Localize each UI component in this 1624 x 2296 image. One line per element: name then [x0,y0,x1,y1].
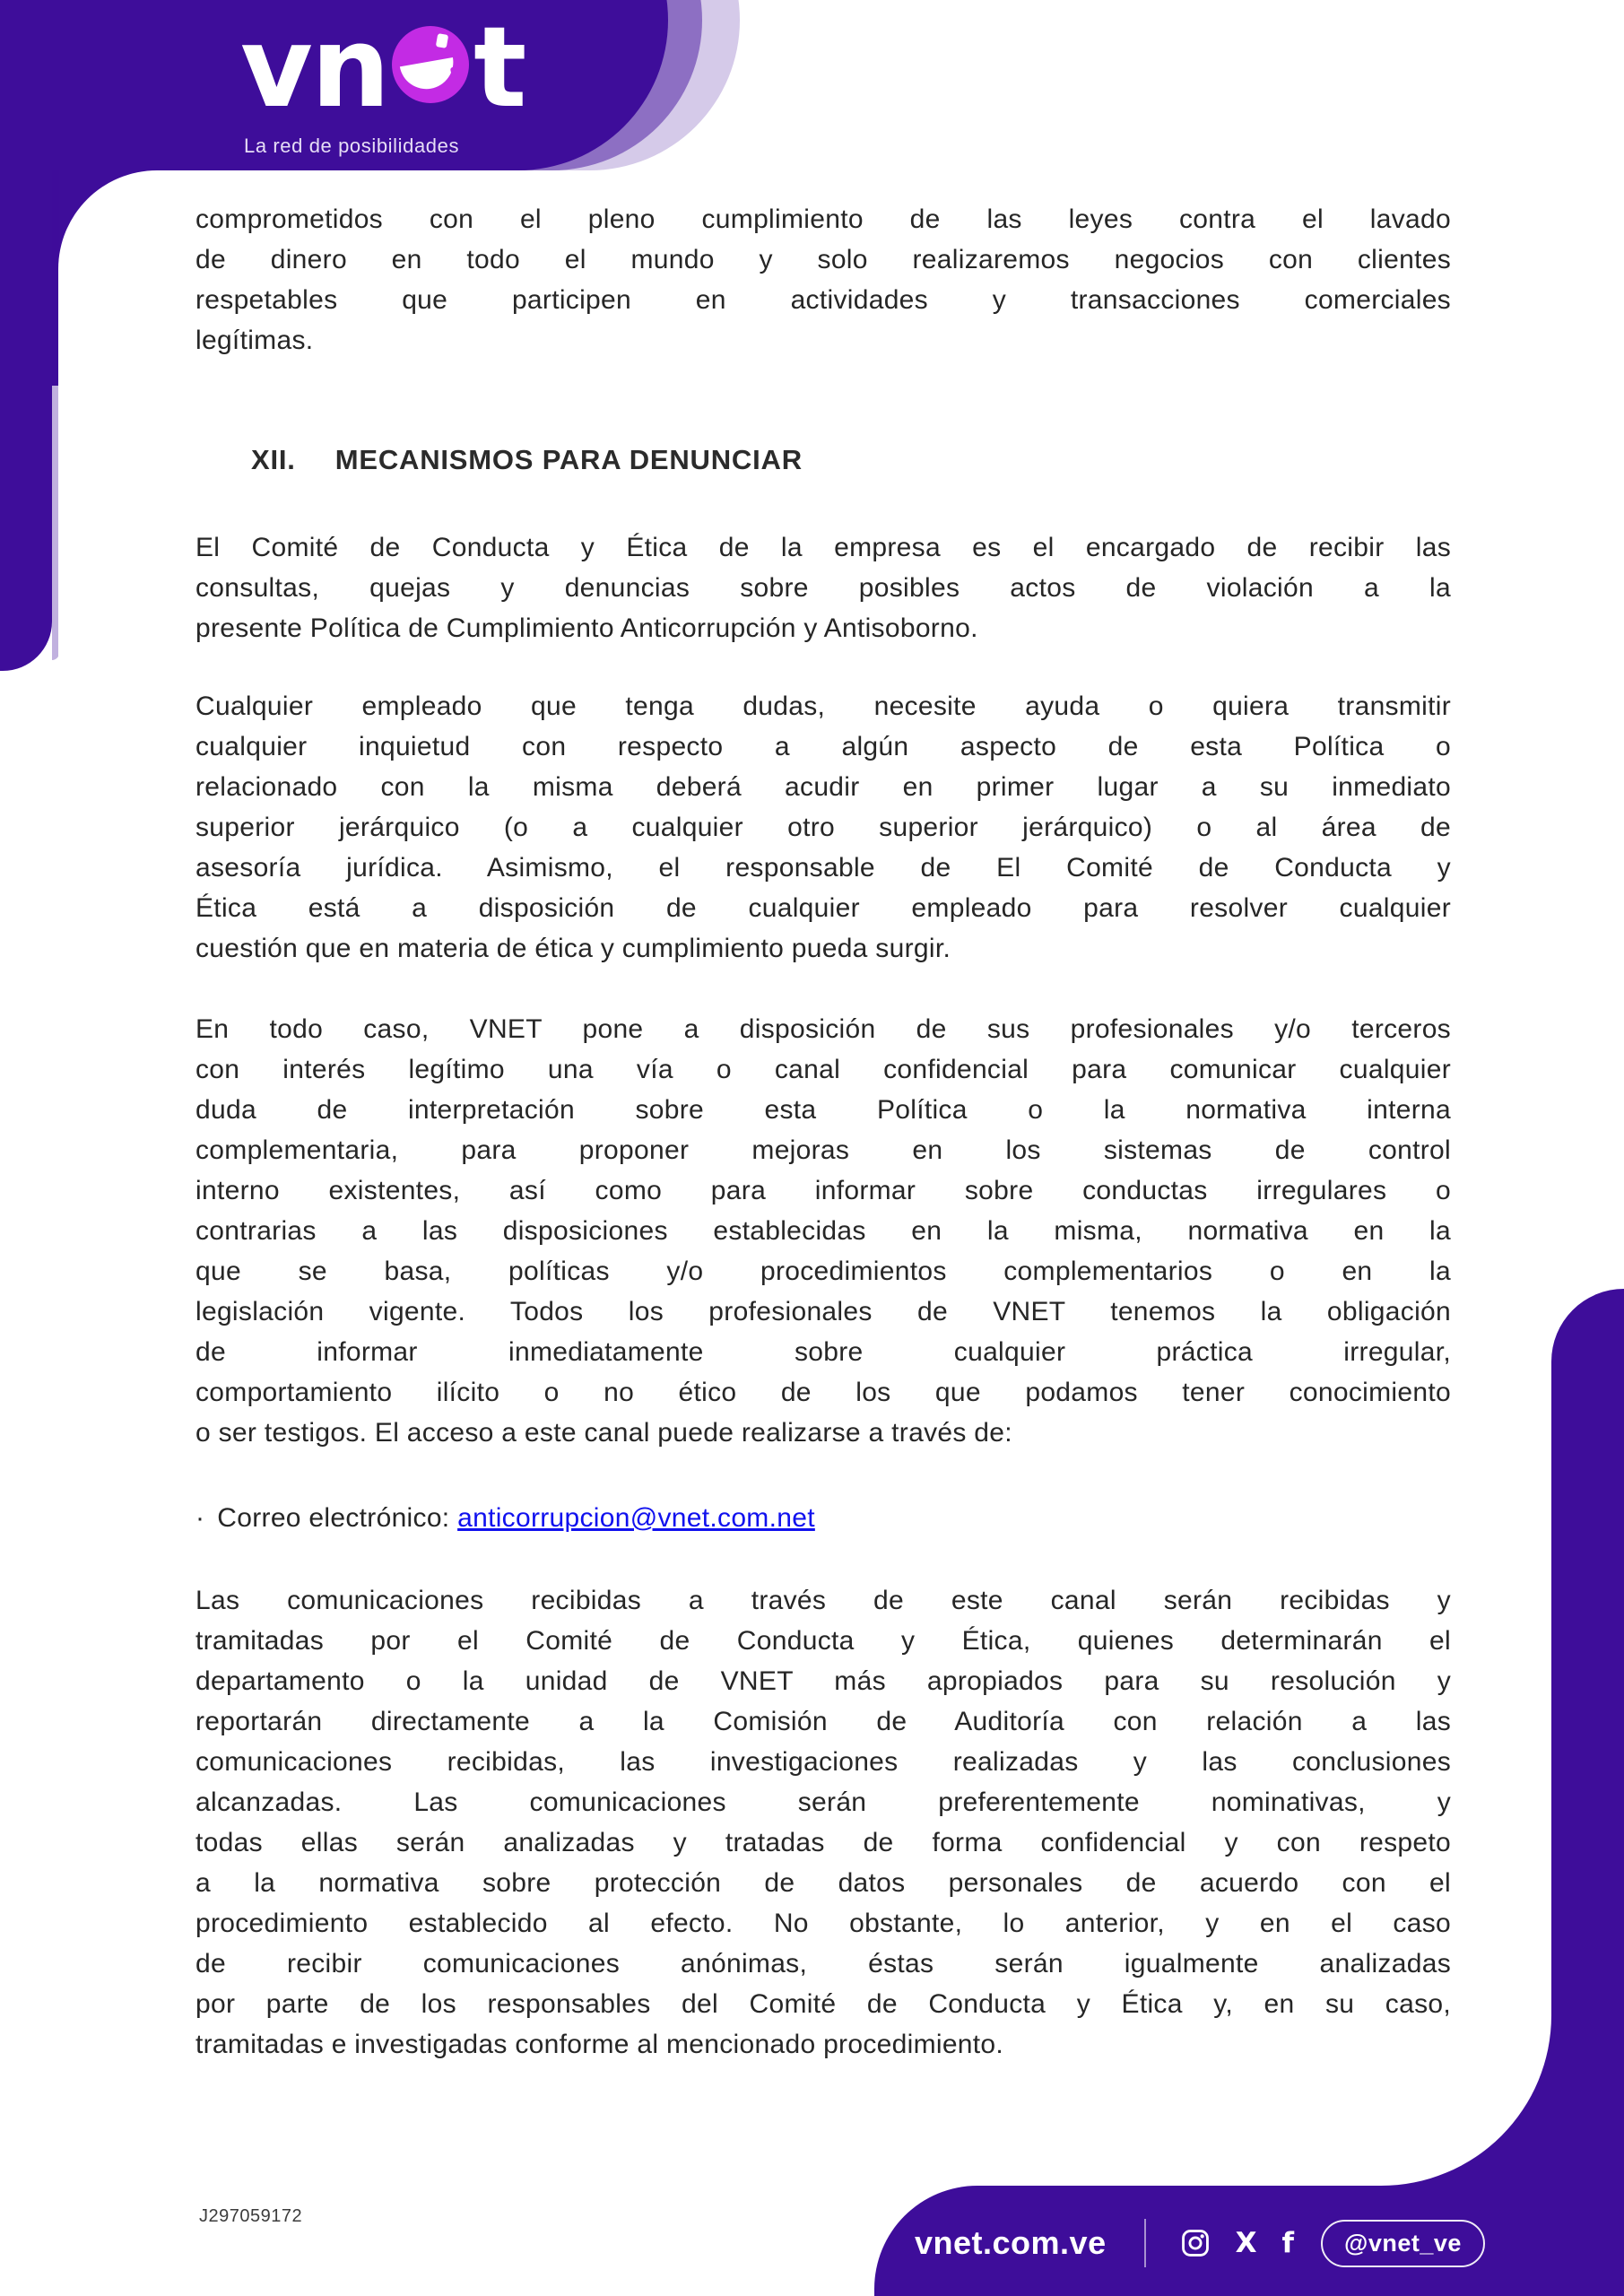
text-line: comprometidos con el pleno cumplimiento de las leyes contra el lavado [195,204,1451,234]
text-line: respetables que participen en actividades y transacciones comerciales [195,285,1451,315]
text-line: Ética está a disposición de cualquier empleado para resolver cualquier [195,893,1451,923]
text-line: reportarán directamente a la Comisión de Auditoría con relación a las [195,1707,1451,1736]
paragraph-comite [195,527,1451,648]
vnet-logo [240,4,525,133]
smiley-smile-icon [400,57,457,93]
text-line: con interés legítimo una vía o canal confidencial para comunicar cualquier [195,1055,1451,1084]
text-line: legítimas. [195,326,314,355]
text-line: por parte de los responsables del Comité de Conducta y Ética y, en su caso, [195,1989,1451,2019]
paragraph-comunicaciones [195,1580,1451,2065]
text-line: tramitadas por el Comité de Conducta y Ética, quienes determinarán el [195,1626,1451,1656]
text-line: complementaria, para proponer mejoras en los sistemas de control [195,1135,1451,1165]
text-line: consultas, quejas y denuncias sobre posibles actos de violación a la [195,573,1451,603]
footer-divider [1144,2219,1146,2267]
text-line: procedimiento establecido al efecto. No obstante, lo anterior, y en el caso [195,1909,1451,1938]
text-line: relacionado con la misma deberá acudir en primer lugar a su inmediato [195,772,1451,802]
brand-tagline: La red de posibilidades [244,135,460,157]
x-twitter-icon: X [1235,2227,1257,2259]
text-line: de recibir comunicaciones anónimas, éstas serán igualmente analizadas [195,1949,1451,1979]
text-line: que se basa, políticas y/o procedimientos complementarios o en la [195,1257,1451,1286]
smiley-tongue-icon [450,65,464,79]
text-line: contrarias a las disposiciones establecidas en la misma, normativa en la [195,1216,1451,1246]
email-label: Correo electrónico: [217,1503,458,1533]
text-line: Cualquier empleado que tenga dudas, necesite ayuda o quiera transmitir [195,691,1451,721]
text-line: cualquier inquietud con respecto a algún aspecto de esta Política o [195,732,1451,761]
text-line: cuestión que en materia de ética y cumplimiento pueda surgir. [195,934,951,963]
text-line: comportamiento ilícito o no ético de los que podamos tener conocimiento [195,1378,1451,1407]
document-code: J297059172 [199,2206,303,2226]
text-line: alcanzadas. Las comunicaciones serán preferentemente nominativas, y [195,1787,1451,1817]
bullet-marker: · [195,1503,205,1533]
logo-text-t: t [473,4,525,133]
smiley-eye-icon [436,34,448,49]
text-line: superior jerárquico (o a cualquier otro superior jerárquico) o al área de [195,813,1451,842]
text-line: En todo caso, VNET pone a disposición de sus profesionales y/o terceros [195,1014,1451,1044]
text-line: interno existentes, así como para informar sobre conductas irregulares o [195,1176,1451,1205]
anticorruption-email-link[interactable]: anticorrupcion@vnet.com.net [457,1503,815,1533]
instagram-icon [1180,2228,1211,2258]
text-line: de informar inmediatamente sobre cualquier práctica irregular, [195,1337,1451,1367]
logo-text-vn: vn [240,4,389,133]
paragraph-cualquier [195,686,1451,969]
paragraph-entodo [195,1009,1451,1453]
text-line: legislación vigente. Todos los profesionales de VNET tenemos la obligación [195,1297,1451,1326]
section-title: MECANISMOS PARA DENUNCIAR [334,444,803,475]
text-line: presente Política de Cumplimiento Anticorrupción y Antisoborno. [195,613,978,643]
facebook-icon: f [1281,2227,1294,2259]
text-line: a la normativa sobre protección de datos personales de acuerdo con el [195,1868,1451,1898]
footer [915,2208,1485,2278]
text-line: duda de interpretación sobre esta Política o la normativa interna [195,1095,1451,1125]
social-handle-badge: @vnet_ve [1321,2220,1485,2267]
section-number: XII. [251,444,296,475]
text-line: o ser testigos. El acceso a este canal puede realizarse a través de: [195,1418,1012,1448]
text-line: departamento o la unidad de VNET más apropiados para su resolución y [195,1666,1451,1696]
website-text: vnet.com.ve [915,2224,1107,2261]
text-line: de dinero en todo el mundo y solo realizaremos negocios con clientes [195,245,1451,274]
text-line: tramitadas e investigadas conforme al mencionado procedimiento. [195,2030,1004,2059]
text-line: asesoría jurídica. Asimismo, el responsable de El Comité de Conducta y [195,853,1451,883]
section-heading [251,444,803,476]
text-line: El Comité de Conducta y Ética de la empresa es el encargado de recibir las [195,533,1451,562]
intro-paragraph [195,199,1451,361]
logo-smiley-e-icon [392,26,469,103]
text-line: Las comunicaciones recibidas a través de este canal serán recibidas y [195,1586,1451,1615]
email-bullet [195,1503,1451,1534]
text-line: todas ellas serán analizadas y tratadas de forma confidencial y con respeto [195,1828,1451,1857]
text-line: comunicaciones recibidas, las investigaciones realizadas y las conclusiones [195,1747,1451,1777]
